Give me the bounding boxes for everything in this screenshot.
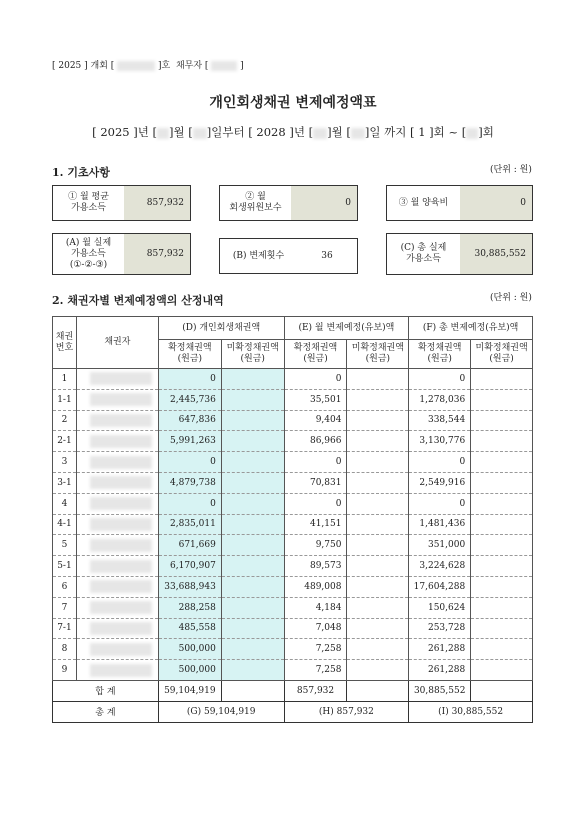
table-row [53,556,533,577]
redacted-creditor [90,622,152,635]
confirmed-claim: 671,669 [158,535,221,556]
basic-commissioner-fee [219,185,358,221]
monthly-repayment: 4,184 [284,597,347,618]
monthly-repayment: 0 [284,493,347,514]
total-reserved [471,389,533,410]
total-repayment: 0 [409,369,471,390]
total-repayment: 351,000 [409,535,471,556]
confirmed-claim: 0 [158,452,221,473]
monthly-reserved [347,556,409,577]
total-reserved [471,472,533,493]
header-d: (D) 개인회생채권액 [158,317,284,340]
total-reserved [471,514,533,535]
redacted-creditor [90,601,152,614]
section1-unit: (단위 : 원) [490,165,532,175]
confirmed-claim: 2,445,736 [158,389,221,410]
confirmed-claim: 288,258 [158,597,221,618]
total-reserved [471,452,533,473]
table-row [53,514,533,535]
monthly-reserved [347,410,409,431]
creditor-name [76,597,158,618]
redacted-creditor [90,497,152,510]
creditor-name [76,472,158,493]
repayment-table [52,316,533,723]
monthly-repayment: 0 [284,369,347,390]
row-number: 7-1 [53,618,77,639]
total-repayment: 338,544 [409,410,471,431]
row-number: 3 [53,452,77,473]
total-reserved [471,556,533,577]
unconfirmed-claim [221,597,284,618]
header-d-confirmed: 확정채권액 (원금) [158,340,221,369]
monthly-reserved [347,514,409,535]
monthly-repayment: 7,048 [284,618,347,639]
total-reserved [471,639,533,660]
header-f-confirmed: 확정채권액 (원금) [409,340,471,369]
monthly-reserved [347,618,409,639]
creditor-name [76,535,158,556]
total-g: (G) 59,104,919 [158,701,284,722]
monthly-repayment: 9,404 [284,410,347,431]
row-number: 3-1 [53,472,77,493]
row-number: 2-1 [53,431,77,452]
table-row [53,431,533,452]
monthly-repayment: 89,573 [284,556,347,577]
monthly-repayment: 70,831 [284,472,347,493]
table-row [53,639,533,660]
table-row [53,493,533,514]
unconfirmed-claim [221,472,284,493]
redacted-case-number [117,61,155,71]
confirmed-claim: 4,879,738 [158,472,221,493]
confirmed-claim: 500,000 [158,660,221,681]
page-title: 개인회생채권 변제예정액표 [209,95,377,111]
redacted-end-month [313,128,327,139]
basic-label: (B) 변제횟수 [232,250,285,261]
basic-label: (A) 월 실제 가용소득 (①-②-③) [65,237,112,270]
creditor-name [76,410,158,431]
header-f-unconfirmed: 미확정채권액 (원금) [471,340,533,369]
total-reserved [471,576,533,597]
monthly-reserved [347,369,409,390]
table-row [53,618,533,639]
confirmed-claim: 6,170,907 [158,556,221,577]
total-reserved [471,535,533,556]
confirmed-claim: 2,835,011 [158,514,221,535]
debtor-label: 채무자 [175,61,203,71]
monthly-reserved [347,472,409,493]
redacted-debtor-name [211,61,237,71]
section1-title: 1. 기초사항 [52,166,110,179]
confirmed-claim: 5,991,263 [158,431,221,452]
monthly-reserved [347,389,409,410]
subtotal-label: 합 계 [53,680,159,701]
row-number: 8 [53,639,77,660]
unconfirmed-claim [221,535,284,556]
total-repayment: 2,549,916 [409,472,471,493]
case-label: 개회 [90,61,108,71]
section2-unit: (단위 : 원) [490,293,532,303]
total-repayment: 1,481,436 [409,514,471,535]
row-number: 1-1 [53,389,77,410]
monthly-reserved [347,452,409,473]
first-round: 1 [418,125,426,139]
total-repayment: 261,288 [409,639,471,660]
monthly-repayment: 7,258 [284,639,347,660]
unconfirmed-claim [221,493,284,514]
row-number: 1 [53,369,77,390]
basic-label: ① 월 평균 가용소득 [68,192,109,213]
subtotal-e: 857,932 [284,680,347,701]
row-number: 2 [53,410,77,431]
unconfirmed-claim [221,576,284,597]
creditor-name [76,389,158,410]
confirmed-claim: 647,836 [158,410,221,431]
table-row [53,660,533,681]
basic-value: 30,885,552 [460,234,532,274]
row-number: 5-1 [53,556,77,577]
bracket-text: ] [81,61,91,71]
total-repayment: 1,278,036 [409,389,471,410]
basic-label: (C) 총 실제 가용소득 [400,243,447,264]
row-number: 4 [53,493,77,514]
confirmed-claim: 33,688,943 [158,576,221,597]
start-year: 2025 [100,125,130,139]
monthly-reserved [347,493,409,514]
total-reserved [471,431,533,452]
total-repayment: 261,288 [409,660,471,681]
monthly-reserved [347,639,409,660]
monthly-reserved [347,597,409,618]
header-f: (F) 총 변제예정(유보)액 [409,317,533,340]
table-row [53,472,533,493]
redacted-creditor [90,518,152,531]
subtotal-d: 59,104,919 [158,680,221,701]
total-repayment: 0 [409,452,471,473]
header-e-confirmed: 확정채권액 (원금) [284,340,347,369]
redacted-creditor [90,560,152,573]
redacted-creditor [90,539,152,552]
redacted-creditor [90,580,152,593]
header-creditor: 채권자 [76,317,158,369]
table-row [53,535,533,556]
creditor-name [76,369,158,390]
redacted-end-day [351,128,365,139]
creditor-name [76,618,158,639]
header-no: 채권 번호 [53,317,77,369]
monthly-reserved [347,660,409,681]
monthly-repayment: 41,151 [284,514,347,535]
case-year: 2025 [58,61,82,71]
basic-value: 36 [321,251,333,261]
unconfirmed-claim [221,618,284,639]
monthly-repayment: 35,501 [284,389,347,410]
table-row [53,410,533,431]
header-e-unconfirmed: 미확정채권액 (원금) [347,340,409,369]
redacted-creditor [90,456,152,469]
row-number: 9 [53,660,77,681]
total-reserved [471,410,533,431]
repayment-period: [ 2025 ]년 [ ]월 [ ]일부터 [ 2028 ]년 [ ]월 [ ]일 까지 [ 1 ]회 ~ [ ]회 [92,125,494,139]
monthly-repayment: 7,258 [284,660,347,681]
confirmed-claim: 485,558 [158,618,221,639]
total-reserved [471,597,533,618]
total-i: (I) 30,885,552 [409,701,533,722]
table-row [53,369,533,390]
row-number: 5 [53,535,77,556]
total-reserved [471,369,533,390]
bracket-text: [ [52,61,59,71]
unconfirmed-claim [221,514,284,535]
confirmed-claim: 500,000 [158,639,221,660]
unconfirmed-claim [221,556,284,577]
total-repayment: 253,728 [409,618,471,639]
creditor-name [76,514,158,535]
unconfirmed-claim [221,369,284,390]
unconfirmed-claim [221,410,284,431]
row-number: 6 [53,576,77,597]
basic-value: 0 [460,186,532,220]
redacted-creditor [90,664,152,677]
total-repayment: 17,604,288 [409,576,471,597]
total-repayment: 3,224,628 [409,556,471,577]
creditor-name [76,452,158,473]
section2-title: 2. 채권자별 변제예정액의 산정내역 [52,294,224,307]
redacted-creditor [90,643,152,656]
basic-total-income [386,233,533,275]
unconfirmed-claim [221,431,284,452]
monthly-reserved [347,431,409,452]
monthly-repayment: 0 [284,452,347,473]
row-number: 7 [53,597,77,618]
basic-actual-income [52,233,191,275]
table-row [53,389,533,410]
total-reserved [471,493,533,514]
total-repayment: 3,130,776 [409,431,471,452]
basic-avg-income [52,185,191,221]
unconfirmed-claim [221,389,284,410]
basic-value: 857,932 [124,234,190,274]
total-repayment: 0 [409,493,471,514]
basic-label: ② 월 회생위원보수 [229,192,282,213]
basic-label: ③ 월 양육비 [398,197,449,208]
row-number: 4-1 [53,514,77,535]
redacted-creditor [90,414,152,427]
confirmed-claim: 0 [158,493,221,514]
total-repayment: 150,624 [409,597,471,618]
end-year: 2028 [256,125,286,139]
total-reserved [471,618,533,639]
unconfirmed-claim [221,660,284,681]
monthly-repayment: 86,966 [284,431,347,452]
redacted-last-round [466,128,478,139]
total-h: (H) 857,932 [284,701,409,722]
table-row [53,576,533,597]
table-row [53,597,533,618]
unconfirmed-claim [221,639,284,660]
basic-child-support [386,185,533,221]
subtotal-f: 30,885,552 [409,680,471,701]
creditor-name [76,660,158,681]
creditor-name [76,493,158,514]
creditor-name [76,576,158,597]
ho-label: 호 [161,61,171,71]
monthly-reserved [347,535,409,556]
redacted-creditor [90,435,152,448]
redacted-start-day [193,128,207,139]
total-reserved [471,660,533,681]
redacted-creditor [90,372,152,385]
case-header: [ 2025 ] 개회 [ ]호 채무자 [ ] [52,61,244,71]
basic-repay-count [219,238,358,274]
table-row [53,452,533,473]
basic-value: 0 [291,186,357,220]
confirmed-claim: 0 [158,369,221,390]
creditor-name [76,639,158,660]
creditor-name [76,431,158,452]
redacted-start-month [157,128,169,139]
redacted-creditor [90,393,152,406]
basic-value: 857,932 [124,186,190,220]
unconfirmed-claim [221,452,284,473]
creditor-name [76,556,158,577]
monthly-reserved [347,576,409,597]
header-d-unconfirmed: 미확정채권액 (원금) [221,340,284,369]
total-label: 총 계 [53,701,159,722]
header-e: (E) 월 변제예정(유보)액 [284,317,409,340]
redacted-creditor [90,476,152,489]
monthly-repayment: 489,008 [284,576,347,597]
monthly-repayment: 9,750 [284,535,347,556]
